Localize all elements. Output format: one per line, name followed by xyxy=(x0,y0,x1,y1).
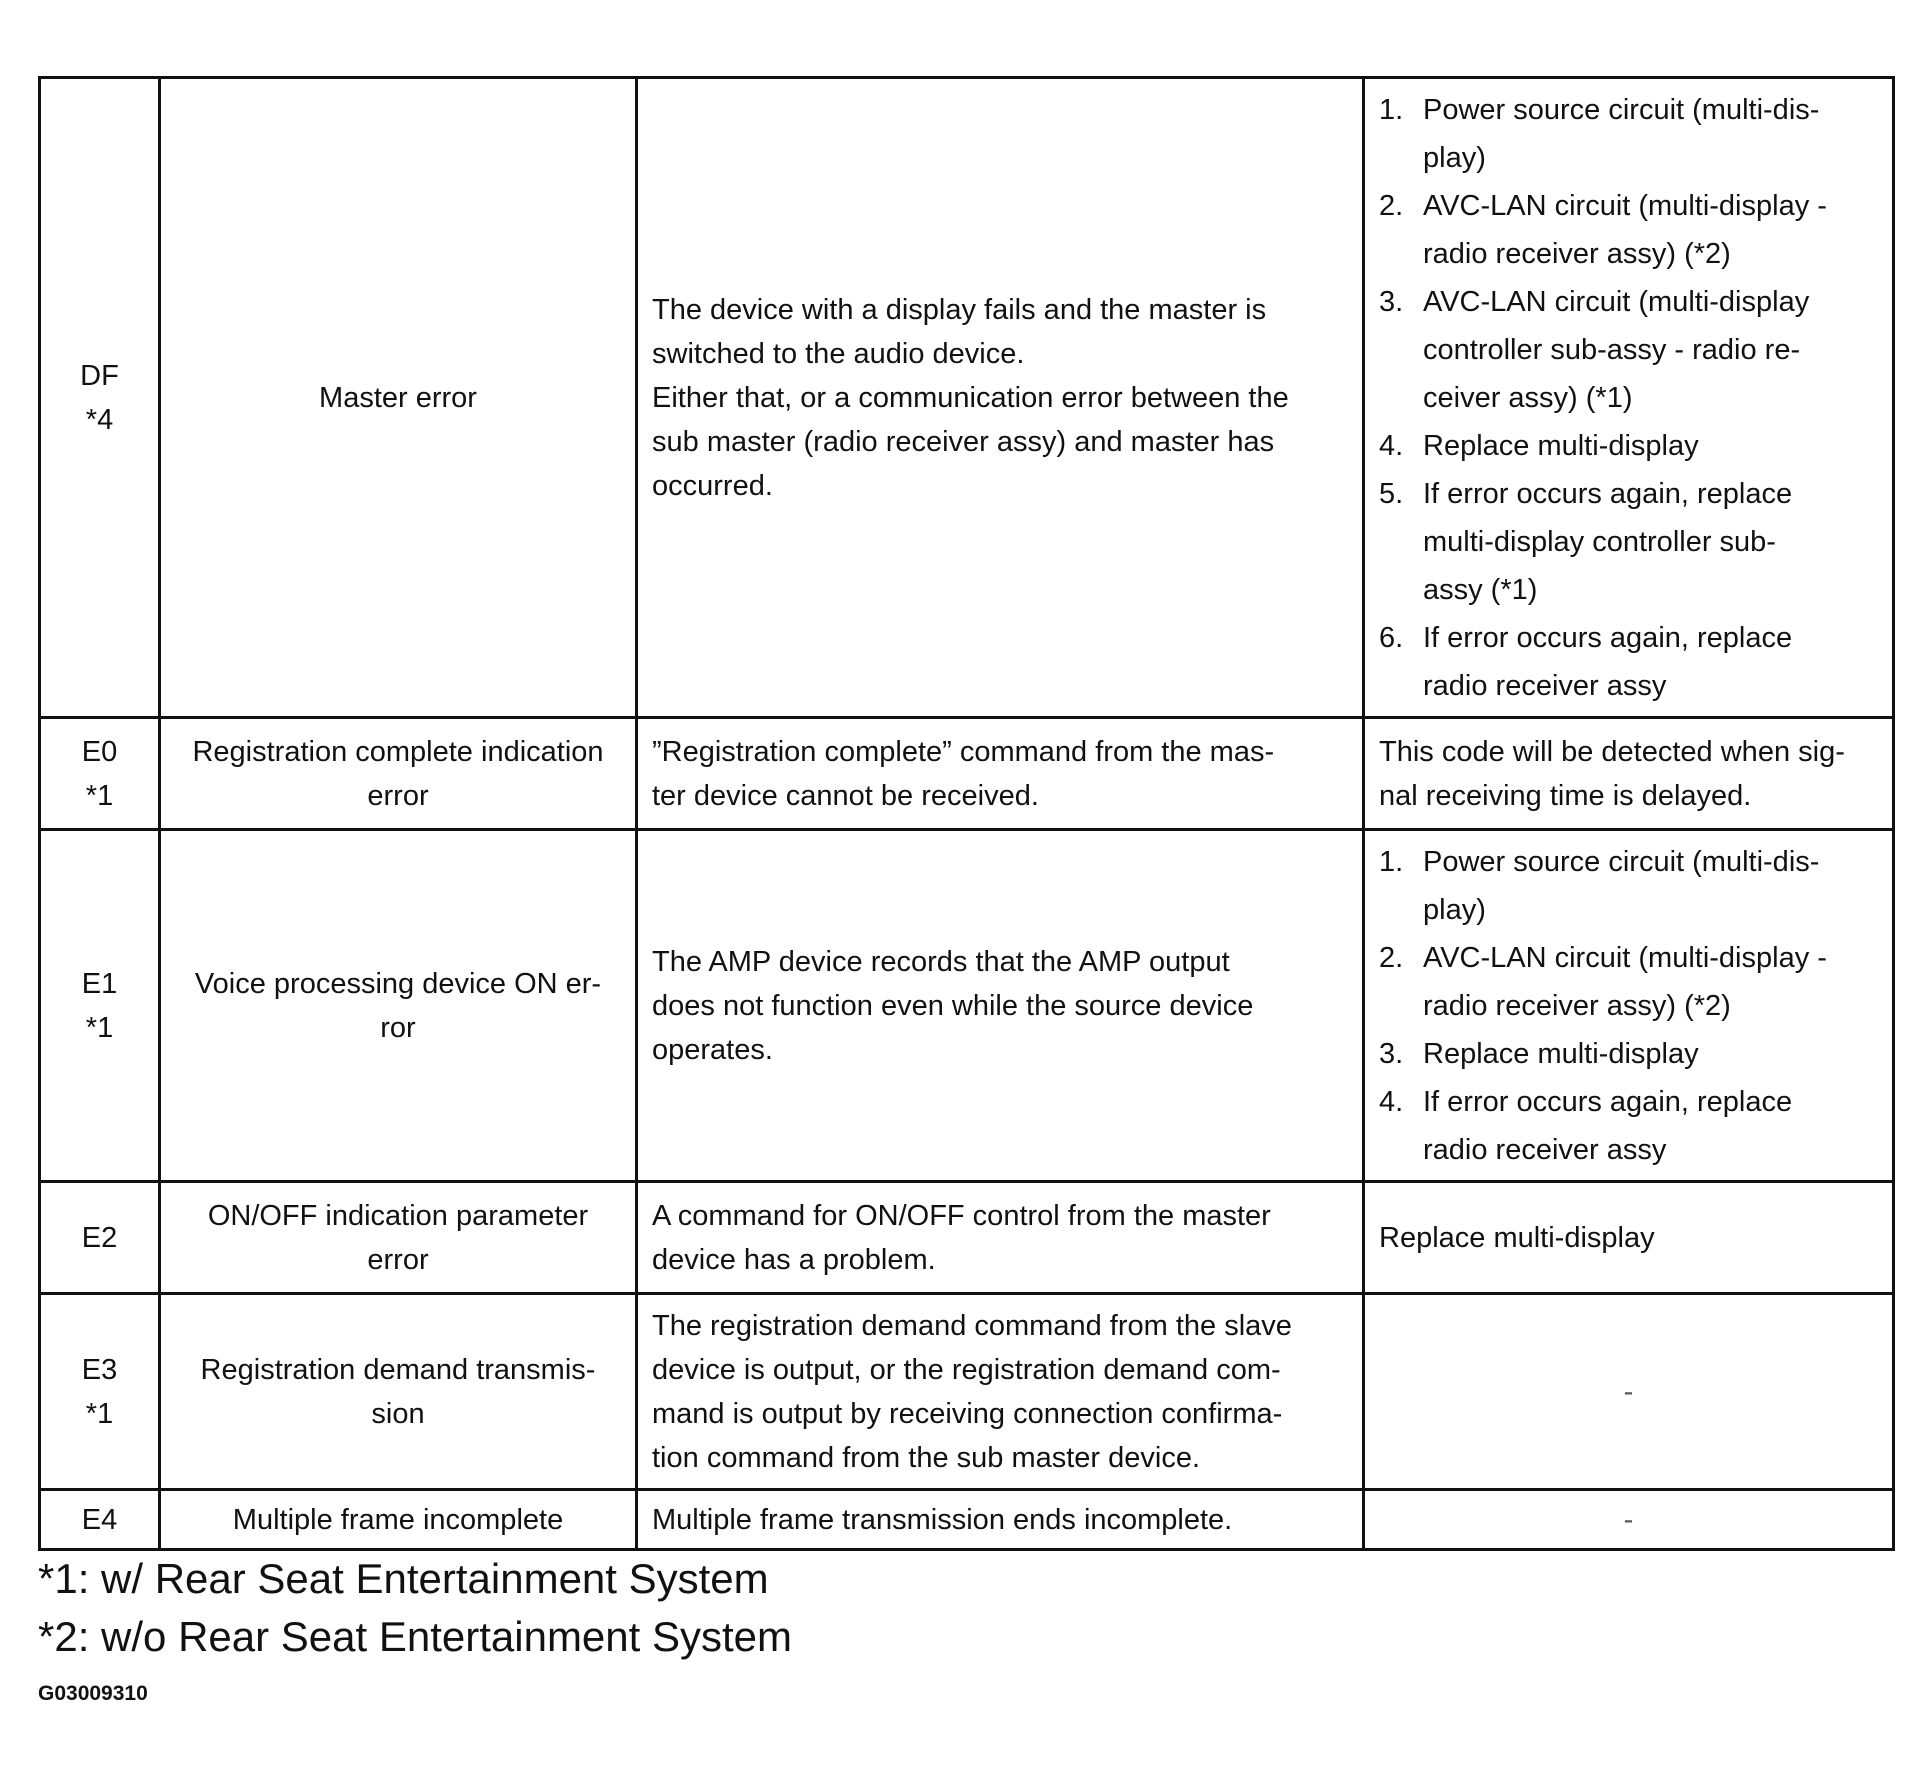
list-number: 3. xyxy=(1379,1037,1404,1070)
footnotes xyxy=(38,1550,792,1666)
list-text: radio receiver assy xyxy=(1423,1133,1667,1166)
condition-line: Multiple frame transmission ends incomplete. xyxy=(652,1503,1233,1536)
item-text: error xyxy=(367,779,429,812)
list-number: 3. xyxy=(1379,285,1404,318)
code-cell xyxy=(40,718,160,830)
list-number: 1. xyxy=(1379,845,1404,878)
item-text: Voice processing device ON er- xyxy=(194,967,602,1000)
condition-line: switched to the audio device. xyxy=(652,337,1025,370)
table-body xyxy=(40,78,1894,1550)
table-row xyxy=(40,1294,1894,1490)
condition-cell xyxy=(637,1182,1364,1294)
dtc-note: *4 xyxy=(85,403,114,436)
list-number: 4. xyxy=(1379,429,1404,462)
trouble-area-cell xyxy=(1364,830,1894,1182)
trouble-area-cell xyxy=(1364,1294,1894,1490)
area-text: Replace multi-display xyxy=(1379,1221,1655,1254)
trouble-area-cell xyxy=(1364,78,1894,718)
condition-line: mand is output by receiving connection confirma- xyxy=(652,1397,1283,1430)
table-row xyxy=(40,718,1894,830)
list-text: ceiver assy) (*1) xyxy=(1423,381,1633,414)
condition-line: The device with a display fails and the master is xyxy=(652,293,1267,326)
list-item xyxy=(1379,1078,1878,1174)
condition-line: occurred. xyxy=(652,469,773,502)
list-item xyxy=(1379,1030,1878,1078)
list-text: AVC-LAN circuit (multi-display xyxy=(1423,285,1810,318)
condition-line: ”Registration complete” command from the mas- xyxy=(652,735,1275,768)
item-cell xyxy=(160,1182,637,1294)
area-dash: - xyxy=(1623,1375,1634,1408)
condition-line: Either that, or a communication error between the xyxy=(652,381,1289,414)
list-text: radio receiver assy) (*2) xyxy=(1423,237,1731,270)
dtc-note: *1 xyxy=(85,779,114,812)
footnote: *2: w/o Rear Seat Entertainment System xyxy=(38,1613,793,1660)
code-cell xyxy=(40,1490,160,1550)
list-text: AVC-LAN circuit (multi-display - xyxy=(1423,941,1827,974)
list-item xyxy=(1379,838,1878,934)
item-text: Master error xyxy=(319,381,477,414)
list-text: If error occurs again, replace xyxy=(1423,1085,1793,1118)
list-item xyxy=(1379,278,1878,422)
dtc-note: *1 xyxy=(85,1011,114,1044)
item-text: Registration demand transmis- xyxy=(200,1353,596,1386)
trouble-area-cell xyxy=(1364,1182,1894,1294)
trouble-area-cell xyxy=(1364,1490,1894,1550)
list-text: AVC-LAN circuit (multi-display - xyxy=(1423,189,1827,222)
item-cell xyxy=(160,830,637,1182)
table-row xyxy=(40,830,1894,1182)
item-cell xyxy=(160,718,637,830)
item-cell xyxy=(160,1490,637,1550)
list-number: 2. xyxy=(1379,189,1404,222)
list-item xyxy=(1379,182,1878,278)
list-text: Replace multi-display xyxy=(1423,429,1699,462)
item-cell xyxy=(160,1294,637,1490)
condition-line: device has a problem. xyxy=(652,1243,936,1276)
condition-line: device is output, or the registration demand com- xyxy=(652,1353,1281,1386)
list-number: 1. xyxy=(1379,93,1404,126)
list-text: controller sub-assy - radio re- xyxy=(1423,333,1801,366)
condition-line: The registration demand command from the slave xyxy=(652,1309,1292,1342)
list-text: multi-display controller sub- xyxy=(1423,525,1776,558)
list-number: 6. xyxy=(1379,621,1404,654)
list-item xyxy=(1379,470,1878,614)
code-cell xyxy=(40,830,160,1182)
area-text: nal receiving time is delayed. xyxy=(1379,779,1752,812)
list-text: play) xyxy=(1423,893,1486,926)
item-text: error xyxy=(367,1243,429,1276)
list-text: radio receiver assy xyxy=(1423,669,1667,702)
list-text: play) xyxy=(1423,141,1486,174)
trouble-area-cell xyxy=(1364,718,1894,830)
list-text: If error occurs again, replace xyxy=(1423,477,1793,510)
code-cell xyxy=(40,1294,160,1490)
trouble-area-list xyxy=(1379,86,1878,710)
condition-cell xyxy=(637,1294,1364,1490)
list-number: 2. xyxy=(1379,941,1404,974)
list-text: radio receiver assy) (*2) xyxy=(1423,989,1731,1022)
code-cell xyxy=(40,1182,160,1294)
condition-cell xyxy=(637,1490,1364,1550)
condition-line: ter device cannot be received. xyxy=(652,779,1039,812)
item-text: sion xyxy=(371,1397,425,1430)
list-text: Power source circuit (multi-dis- xyxy=(1423,93,1820,126)
dtc-code: DF xyxy=(80,359,119,392)
table-row xyxy=(40,1182,1894,1294)
table-row xyxy=(40,78,1894,718)
list-text: assy (*1) xyxy=(1423,573,1538,606)
item-text: Registration complete indication xyxy=(192,735,604,768)
condition-line: A command for ON/OFF control from the master xyxy=(652,1199,1271,1232)
item-text: ON/OFF indication parameter xyxy=(207,1199,589,1232)
list-number: 4. xyxy=(1379,1085,1404,1118)
condition-line: The AMP device records that the AMP output xyxy=(652,945,1230,978)
condition-cell xyxy=(637,718,1364,830)
list-text: Power source circuit (multi-dis- xyxy=(1423,845,1820,878)
list-text: Replace multi-display xyxy=(1423,1037,1699,1070)
condition-cell xyxy=(637,78,1364,718)
list-item xyxy=(1379,614,1878,710)
table-row xyxy=(40,1490,1894,1550)
area-dash: - xyxy=(1623,1503,1634,1536)
condition-line: operates. xyxy=(652,1033,773,1066)
item-text: ror xyxy=(380,1011,416,1044)
list-item xyxy=(1379,86,1878,182)
area-text: This code will be detected when sig- xyxy=(1379,735,1845,768)
list-number: 5. xyxy=(1379,477,1404,510)
condition-cell xyxy=(637,830,1364,1182)
dtc-note: *1 xyxy=(85,1397,114,1430)
item-text: Multiple frame incomplete xyxy=(232,1503,564,1536)
condition-line: tion command from the sub master device. xyxy=(652,1441,1201,1474)
item-cell xyxy=(160,78,637,718)
list-text: If error occurs again, replace xyxy=(1423,621,1793,654)
diagnostic-code-table xyxy=(38,76,1895,1551)
footnote: *1: w/ Rear Seat Entertainment System xyxy=(38,1555,769,1602)
dtc-code: E4 xyxy=(81,1503,118,1536)
list-item xyxy=(1379,422,1878,470)
dtc-code: E1 xyxy=(81,967,118,1000)
condition-line: sub master (radio receiver assy) and master has xyxy=(652,425,1275,458)
condition-line: does not function even while the source device xyxy=(652,989,1254,1022)
trouble-area-list xyxy=(1379,838,1878,1174)
figure-id: G03009310 xyxy=(38,1682,148,1705)
code-cell xyxy=(40,78,160,718)
dtc-code: E2 xyxy=(81,1221,118,1254)
dtc-code: E0 xyxy=(81,735,118,768)
dtc-code: E3 xyxy=(81,1353,118,1386)
list-item xyxy=(1379,934,1878,1030)
